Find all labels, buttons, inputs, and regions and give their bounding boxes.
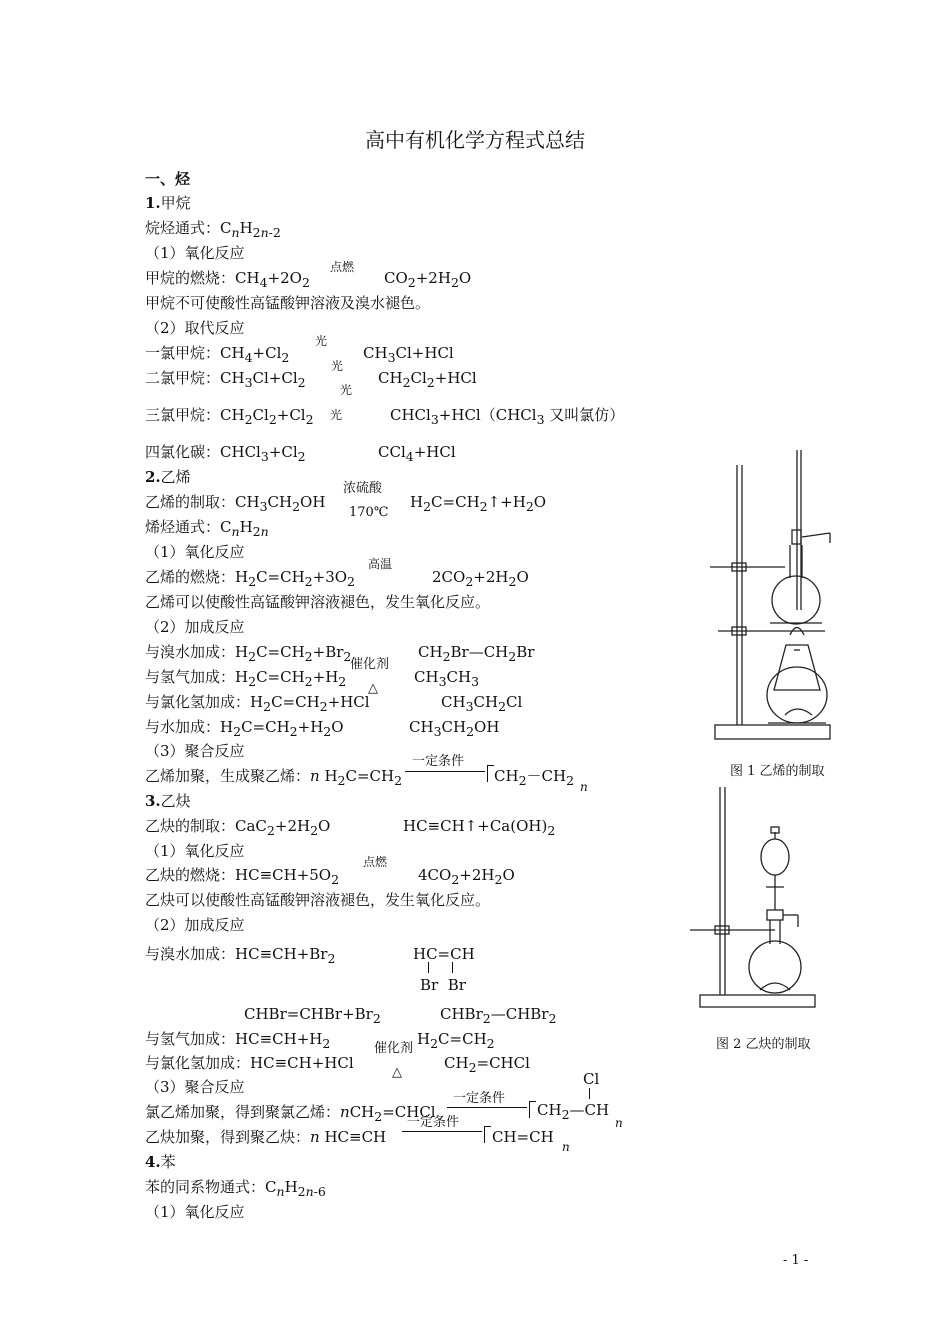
ethylene-note: 乙烯可以使酸性高锰酸钾溶液褪色，发生氧化反应。 <box>145 593 491 611</box>
acetylene-oxidation-label: （1）氧化反应 <box>145 842 245 860</box>
polyethylene-n: n <box>580 780 588 794</box>
light-condition-3: 光 <box>340 383 353 397</box>
ethylene-prep-condition-temp: 170℃ <box>349 505 389 520</box>
heading-ethylene: 2.乙烯 <box>145 468 191 486</box>
pvc-n: n <box>615 1116 623 1130</box>
light-condition-1: 光 <box>315 334 328 348</box>
ethylene-addition-label: （2）加成反应 <box>145 618 245 636</box>
ethylene-polymerization: 乙烯加聚，生成聚乙烯：n $H_2C=CH_2$ <box>145 767 403 788</box>
ethylene-hcl-addition: 与氯化氢加成：$H_2C=CH_2+HCl$ <box>145 693 370 714</box>
methane-burn-condition: 点燃 <box>330 260 355 274</box>
ethylene-burn-condition: 高温 <box>368 557 393 571</box>
ethylene-hydrogen-addition: 与氢气加成：$H_2C=CH_2+H_2$ <box>145 668 347 689</box>
ethylene-preparation: 乙烯的制取：$CH_3CH_2OH$ <box>145 493 326 514</box>
acetylene-poly-arrow <box>402 1131 482 1132</box>
heading-methane: 1.甲烷 <box>145 194 191 212</box>
acetylene-apparatus-figure <box>690 782 830 1012</box>
alkane-formula: 烷烃通式：$C_nH_{2n-2}$ <box>145 219 281 240</box>
ethylene-water-product: $CH_3CH_2OH$ <box>409 718 500 739</box>
page-number: - 1 - <box>783 1253 809 1268</box>
vinyl-chloride-poly-condition: 一定条件 <box>453 1091 506 1106</box>
trichloromethane-reaction: 三氯甲烷：$CH_2Cl_2+Cl_2$ <box>145 406 314 427</box>
dibromoethene-br-labels: Br Br <box>420 976 466 994</box>
dibromoethene-bromine-addition: $CHBr=CHBr+Br_2$ <box>244 1005 381 1026</box>
dichloromethane-product: $CH_2Cl_2+HCl$ <box>378 369 477 390</box>
acetylene-combustion: 乙炔的燃烧：$HC\equiv CH+5O_2$ <box>145 866 340 887</box>
pvc-product: $CH_2—CH$ <box>537 1101 610 1122</box>
polyacetylene-n: n <box>562 1140 570 1154</box>
ethylene-water-addition: 与水加成：$H_2C=CH_2+H_2O$ <box>145 718 344 739</box>
methane-oxidation-label: （1）氧化反应 <box>145 244 245 262</box>
figure2-caption: 图 2 乙炔的制取 <box>716 1037 811 1052</box>
bond-right <box>452 962 453 973</box>
methane-combustion: 甲烷的燃烧：$CH_4+2O_2$ <box>145 269 310 290</box>
ethylene-preparation-product: $H_2C=CH_2↑+H_2O$ <box>410 493 547 514</box>
heading-acetylene: 3.乙炔 <box>145 792 191 810</box>
acetylene-hydrogen-product: $H_2C=CH_2$ <box>417 1030 495 1051</box>
acetylene-polymerization: 乙炔加聚，得到聚乙炔：n HC≡CH <box>145 1128 387 1146</box>
ethylene-bromine-product: $CH_2Br—CH_2Br$ <box>418 643 535 664</box>
pvc-cl-bond <box>589 1088 590 1099</box>
pvc-bracket <box>529 1101 536 1118</box>
vinyl-chloride-polymerization: 氯乙烯加聚，得到聚氯乙烯：nCH$_2$=CHCl <box>145 1103 436 1124</box>
acetylene-hydrogen-addition: 与氢气加成：$HC\equiv CH+H_2$ <box>145 1030 331 1051</box>
ethylene-polymerization-label: （3）聚合反应 <box>145 742 245 760</box>
tetrabromoethane-product: CHBr$_2$—CHBr$_2$ <box>440 1005 557 1026</box>
ethylene-oxidation-label: （1）氧化反应 <box>145 543 245 561</box>
benzene-oxidation-label: （1）氧化反应 <box>145 1203 245 1221</box>
polyethylene-bracket <box>487 765 494 782</box>
acetylene-polymerization-label: （3）聚合反应 <box>145 1078 245 1096</box>
ethylene-hydrogen-product: $CH_3CH_3$ <box>414 668 480 689</box>
heading-benzene: 4.苯 <box>145 1153 176 1171</box>
methane-combustion-product: $CO_2+2H_2O$ <box>384 269 472 290</box>
carbon-tetrachloride-reaction: 四氯化碳：$CHCl_3+Cl_2$ <box>145 443 306 464</box>
page-title: 高中有机化学方程式总结 <box>365 128 585 152</box>
chloromethane-reaction: 一氯甲烷：$CH_4+Cl_2$ <box>145 344 290 365</box>
ethylene-bromine-addition: 与溴水加成：$H_2C=CH_2+Br_2$ <box>145 643 352 664</box>
acetylene-catalyst: 催化剂 <box>374 1041 414 1056</box>
pvc-cl-label: Cl <box>583 1070 600 1088</box>
light-condition-4: 光 <box>330 408 343 422</box>
vinyl-chloride-poly-arrow <box>447 1107 527 1108</box>
acetylene-bromine-addition: 与溴水加成：$HC\equiv CH+Br_2$ <box>145 945 336 966</box>
acetylene-addition-label: （2）加成反应 <box>145 916 245 934</box>
ethylene-catalyst: 催化剂 <box>350 657 390 672</box>
figure1-caption: 图 1 乙烯的制取 <box>730 764 825 779</box>
ethylene-prep-condition-acid: 浓硫酸 <box>343 481 383 496</box>
ethylene-hcl-product: $CH_3CH_2Cl$ <box>441 693 523 714</box>
benzene-homolog-formula: 苯的同系物通式：$C_nH_{2n-6}$ <box>145 1178 326 1199</box>
acetylene-preparation: 乙炔的制取：$CaC_2+2H_2O$ <box>145 817 331 838</box>
trichloromethane-product: CHCl$_3$+HCl（CHCl$_3$ 又叫氯仿） <box>390 406 625 427</box>
ethylene-combustion-product: $2CO_2+2H_2O$ <box>432 568 529 589</box>
polyacetylene-bracket <box>484 1126 491 1143</box>
acetylene-heat: △ <box>392 1065 402 1080</box>
chloromethane-product: $CH_3Cl+HCl$ <box>363 344 454 365</box>
acetylene-burn-condition: 点燃 <box>363 855 388 869</box>
carbon-tetrachloride-product: CCl$_4$+HCl <box>378 443 456 464</box>
dibromoethene-structure: HC=CH <box>413 945 475 963</box>
acetylene-poly-condition: 一定条件 <box>407 1115 460 1130</box>
acetylene-note: 乙炔可以使酸性高锰酸钾溶液褪色，发生氧化反应。 <box>145 891 491 909</box>
ethylene-poly-condition: 一定条件 <box>412 754 465 769</box>
methane-note: 甲烷不可使酸性高锰酸钾溶液及溴水褪色。 <box>145 294 431 312</box>
ethylene-combustion: 乙烯的燃烧：$H_2C=CH_2+3O_2$ <box>145 568 355 589</box>
ethylene-poly-arrow <box>405 771 485 772</box>
alkene-formula: 烯烃通式：$C_nH_{2n}$ <box>145 518 269 539</box>
dichloromethane-reaction: 二氯甲烷：$CH_3Cl+Cl_2$ <box>145 369 306 390</box>
methane-substitution-label: （2）取代反应 <box>145 319 245 337</box>
polyethylene-product: $CH_2-CH_2$ <box>494 767 575 788</box>
acetylene-combustion-product: $4CO_2+2H_2O$ <box>418 866 515 887</box>
ethylene-heat: △ <box>368 681 378 696</box>
acetylene-preparation-product: $HC\equiv CH↑+Ca(OH)_2$ <box>403 817 556 838</box>
polyacetylene-product: CH=CH <box>492 1128 554 1146</box>
acetylene-hcl-addition: 与氯化氢加成：HC≡CH+HCl <box>145 1054 354 1072</box>
bond-left <box>428 962 429 973</box>
acetylene-hcl-product: $CH_2=CHCl$ <box>444 1054 530 1075</box>
light-condition-2: 光 <box>331 359 344 373</box>
ethylene-apparatus-figure <box>690 445 840 745</box>
section-heading-hydrocarbons: 一、烃 <box>145 170 191 188</box>
